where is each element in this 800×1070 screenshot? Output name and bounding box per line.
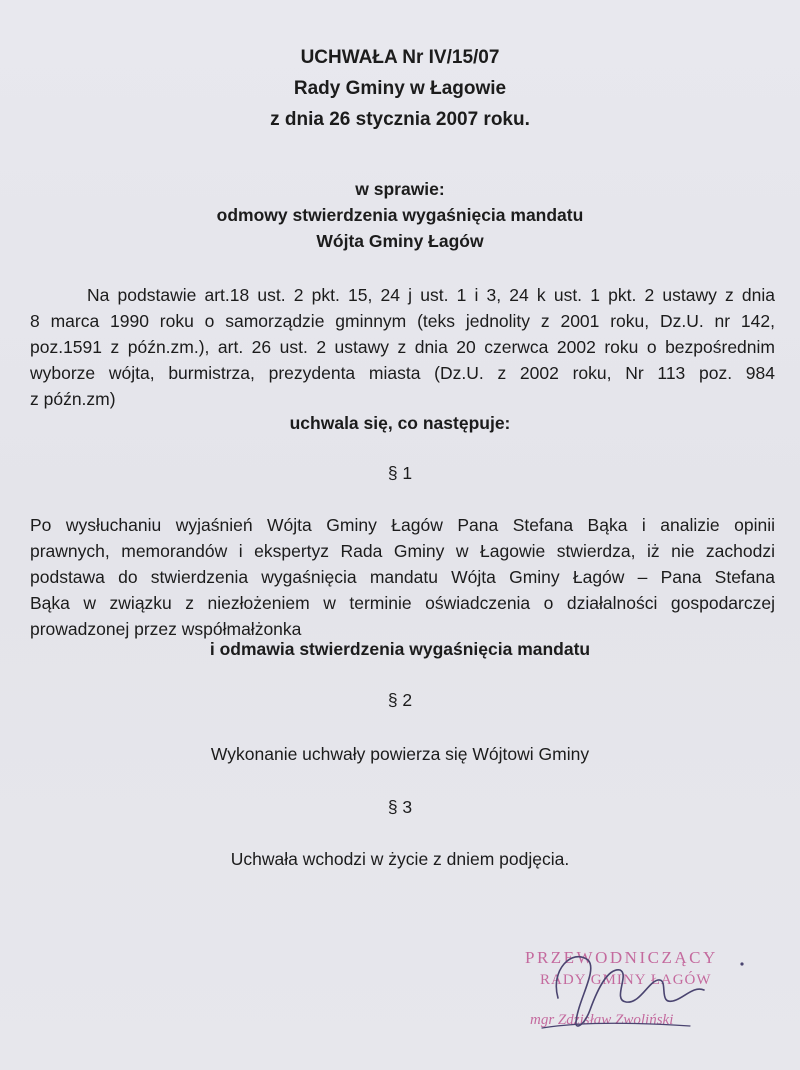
chairman-stamp — [480, 930, 780, 1050]
legal-basis-line: z późn.zm) — [30, 389, 116, 409]
section-1-line: Bąka w związku z niezłożeniem w terminie oświadczenia o działalności gospodarczej — [30, 593, 775, 613]
section-1-line: podstawa do stwierdzenia wygaśnięcia mandatu Wójta Gminy Łagów – Pana Stefana — [30, 567, 775, 587]
section-mark: § 1 — [387, 463, 413, 483]
stamp-title: PRZEWODNICZĄCY — [525, 948, 718, 967]
section-3-text: Uchwała wchodzi w życie z dniem podjęcia. — [230, 849, 570, 869]
section-1-conclusion: i odmawia stwierdzenia wygaśnięcia mandatu — [209, 639, 591, 659]
resolution-number: UCHWAŁA Nr IV/15/07 — [300, 47, 500, 68]
stamp-council: RADY GMINY ŁAGÓW — [540, 972, 712, 988]
legal-basis-line: 8 marca 1990 roku o samorządzie gminnym (teks jednolity z 2001 roku, Dz.U. nr 142, — [30, 311, 775, 331]
legal-basis-line: poz.1591 z późn.zm.), art. 26 ust. 2 ustawy z dnia 20 czerwca 2002 roku o bezpośrednim — [30, 337, 775, 357]
subject-line: Wójta Gminy Łagów — [316, 231, 484, 251]
section-1-line: prawnych, memorandów i ekspertyz Rada Gminy w Łagowie stwierdza, iż nie zachodzi — [30, 541, 775, 561]
section-1-line: prowadzonej przez współmałżonka — [30, 619, 302, 639]
legal-basis-line: Na podstawie art.18 ust. 2 pkt. 15, 24 j ust. 1 i 3, 24 k ust. 1 pkt. 2 ustawy z dnia — [87, 285, 775, 305]
legal-basis-line: wyborze wójta, burmistrza, prezydenta miasta (Dz.U. z 2002 roku, Nr 113 poz. 984 — [30, 363, 775, 383]
council-name: Rady Gminy w Łagowie — [293, 78, 507, 99]
signature — [480, 930, 780, 1050]
section-1-line: Po wysłuchaniu wyjaśnień Wójta Gminy Łagów Pana Stefana Bąka i analizie opinii — [30, 515, 775, 535]
resolution-phrase: uchwala się, co następuje: — [289, 413, 511, 433]
stamp-name: mgr Zdzisław Zwoliński — [530, 1012, 674, 1028]
section-2-text: Wykonanie uchwały powierza się Wójtowi Gminy — [210, 744, 590, 764]
resolution-date: z dnia 26 stycznia 2007 roku. — [270, 109, 530, 130]
section-mark: § 2 — [387, 690, 413, 710]
legal-basis-paragraph — [30, 282, 775, 412]
subject-intro: w sprawie: — [355, 179, 445, 199]
section-mark: § 3 — [387, 797, 413, 817]
subject-line: odmowy stwierdzenia wygaśnięcia mandatu — [216, 205, 584, 225]
section-1-paragraph — [30, 512, 775, 642]
